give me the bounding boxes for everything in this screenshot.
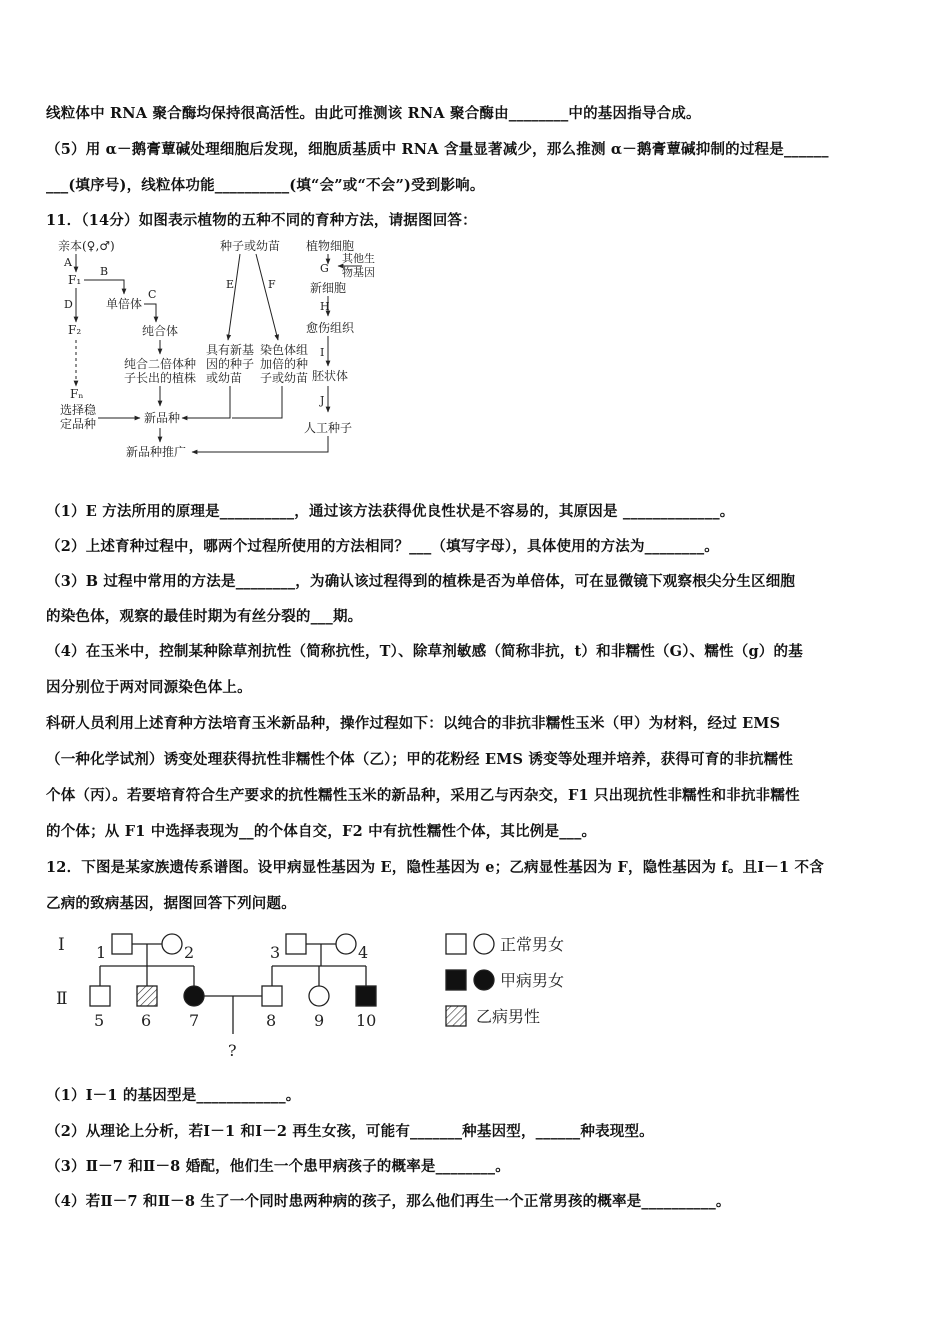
promotion-label: 新品种推广 (126, 445, 187, 459)
other-gene-label-2: 物基因 (342, 266, 375, 279)
label-e: E (226, 278, 235, 291)
new-variety-label: 新品种 (144, 411, 181, 425)
new-gene-label-1: 具有新基 (206, 343, 255, 357)
individual-1 (112, 934, 132, 954)
individual-10 (356, 986, 376, 1006)
artificial-seed-label: 人工种子 (304, 421, 353, 435)
doubled-label-2: 加倍的种 (260, 357, 309, 371)
label-6: 6 (141, 1011, 152, 1030)
breeding-methods-diagram (56, 236, 376, 464)
label-1: 1 (96, 943, 107, 962)
label-j: J (320, 394, 325, 407)
label-c: C (148, 288, 157, 301)
legend-normal-label: 正常男女 (500, 935, 565, 954)
question-11-title: 11．（14分）如图表示植物的五种不同的育种方法，请据图回答： (46, 212, 477, 229)
text-line-q12-4: （4）若Ⅱ－7 和Ⅱ－8 生了一个同时患两种病的孩子，那么他们再生一个正常男孩的概率是__________。 (46, 1193, 731, 1210)
new-gene-label-2: 因的种子 (206, 357, 255, 371)
label-i: I (320, 346, 325, 359)
legend-jia-label: 甲病男女 (500, 971, 565, 990)
label-2: 2 (184, 943, 195, 962)
label-4: 4 (358, 943, 369, 962)
legend-yi-label: 乙病男性 (476, 1007, 541, 1026)
individual-7 (184, 986, 204, 1006)
individual-6 (137, 986, 157, 1006)
label-b: B (100, 265, 109, 278)
text-line-q11-1: （1）E 方法所用的原理是__________，通过该方法获得优良性状是不容易的，其原因是 _____________。 (46, 503, 735, 520)
generation-2-label: Ⅱ (56, 989, 68, 1009)
plant-cell-label: 植物细胞 (306, 239, 355, 253)
f1-label: F₁ (68, 273, 82, 287)
label-3: 3 (270, 943, 281, 962)
legend-jia-female (474, 970, 494, 990)
other-gene-label-1: 其他生 (342, 252, 375, 265)
label-d: D (64, 298, 73, 311)
new-cell-label: 新细胞 (310, 281, 347, 295)
legend-normal-male (446, 934, 466, 954)
individual-9 (309, 986, 329, 1006)
label-9: 9 (314, 1011, 325, 1030)
individual-8 (262, 986, 282, 1006)
fn-label: Fₙ (70, 387, 84, 401)
label-5: 5 (94, 1011, 105, 1030)
text-line-q12-2: （2）从理论上分析，若Ⅰ－1 和Ⅰ－2 再生女孩，可能有_______种基因型，______种表现型。 (46, 1123, 654, 1140)
f2-label: F₂ (68, 323, 82, 337)
label-7: 7 (189, 1011, 200, 1030)
label-f: F (268, 278, 276, 291)
label-g: G (320, 262, 329, 275)
individual-2 (162, 934, 182, 954)
text-line-q12-3: （3）Ⅱ－7 和Ⅱ－8 婚配，他们生一个患甲病孩子的概率是________。 (46, 1158, 510, 1175)
label-h: H (320, 300, 330, 313)
text-line-q11-4e: 个体（丙）。若要培育符合生产要求的抗性糯性玉米的新品种，采用乙与丙杂交，F1 只出现抗性非糯性和非抗非糯性 (46, 787, 800, 804)
text-line-q12-1: （1）Ⅰ－1 的基因型是____________。 (46, 1087, 301, 1104)
label-8: 8 (266, 1011, 277, 1030)
legend-jia-male (446, 970, 466, 990)
new-gene-label-3: 或幼苗 (206, 371, 243, 385)
individual-3 (286, 934, 306, 954)
pure-diploid-label-2: 子长出的植株 (124, 371, 197, 385)
label-10: 10 (356, 1011, 377, 1030)
text-line-q11-3b: 的染色体，观察的最佳时期为有丝分裂的___期。 (46, 608, 363, 625)
pure-diploid-label-1: 纯合二倍体种 (124, 357, 197, 371)
legend-normal-female (474, 934, 494, 954)
text-line-3: ___(填序号)，线粒体功能__________(填“会”或“不会”)受到影响。 (46, 177, 485, 194)
embryoid-label: 胚状体 (312, 369, 349, 383)
haploid-label: 单倍体 (106, 297, 143, 311)
text-line-q11-4a: （4）在玉米中，控制某种除草剂抗性（简称抗性，T）、除草剂敏感（简称非抗，t）和非糯性（G）、糯性（g）的基 (46, 643, 803, 660)
select-label-1: 选择稳 (60, 403, 97, 417)
text-line-2: （5）用 α－鹅膏蕈碱处理细胞后发现，细胞质基质中 RNA 含量显著减少，那么推测 α－鹅膏蕈碱抑制的过程是______ (46, 141, 829, 158)
doubled-label-1: 染色体组 (260, 343, 309, 357)
text-line-q11-4b: 因分别位于两对同源染色体上。 (46, 679, 252, 696)
seed-label: 种子或幼苗 (220, 239, 281, 253)
question-12-title-2: 乙病的致病基因，据图回答下列问题。 (46, 895, 296, 912)
text-line-q11-4c: 科研人员利用上述育种方法培育玉米新品种，操作过程如下：以纯合的非抗非糯性玉米（甲）为材料，经过 EMS (46, 715, 781, 732)
individual-4 (336, 934, 356, 954)
pure-label: 纯合体 (142, 324, 179, 338)
label-a: A (64, 256, 72, 269)
pedigree-diagram (50, 926, 610, 1066)
text-line-q11-3a: （3）B 过程中常用的方法是________，为确认该过程得到的植株是否为单倍体，可在显微镜下观察根尖分生区细胞 (46, 573, 796, 590)
unknown-child-label: ? (228, 1041, 237, 1060)
doubled-label-3: 子或幼苗 (260, 371, 309, 385)
individual-5 (90, 986, 110, 1006)
callus-label: 愈伤组织 (306, 321, 355, 335)
parent-label: 亲本(♀,♂) (58, 239, 115, 253)
select-label-2: 定品种 (60, 417, 97, 431)
question-12-title: 12．下图是某家族遗传系谱图。设甲病显性基因为 E，隐性基因为 e；乙病显性基因为 F，隐性基因为 f。且Ⅰ－1 不含 (46, 859, 824, 876)
generation-1-label: Ⅰ (58, 935, 65, 955)
text-line-q11-4f: 的个体；从 F1 中选择表现为__的个体自交，F2 中有抗性糯性个体，其比例是___。 (46, 823, 597, 840)
legend-yi-male (446, 1006, 466, 1026)
text-line-1: 线粒体中 RNA 聚合酶均保持很高活性。由此可推测该 RNA 聚合酶由________中的基因指导合成。 (46, 105, 701, 122)
text-line-q11-4d: （一种化学试剂）诱变处理获得抗性非糯性个体（乙）；甲的花粉经 EMS 诱变等处理并培养，获得可育的非抗糯性 (46, 751, 794, 768)
text-line-q11-2: （2）上述育种过程中，哪两个过程所使用的方法相同？___（填写字母），具体使用的方法为________。 (46, 538, 719, 555)
